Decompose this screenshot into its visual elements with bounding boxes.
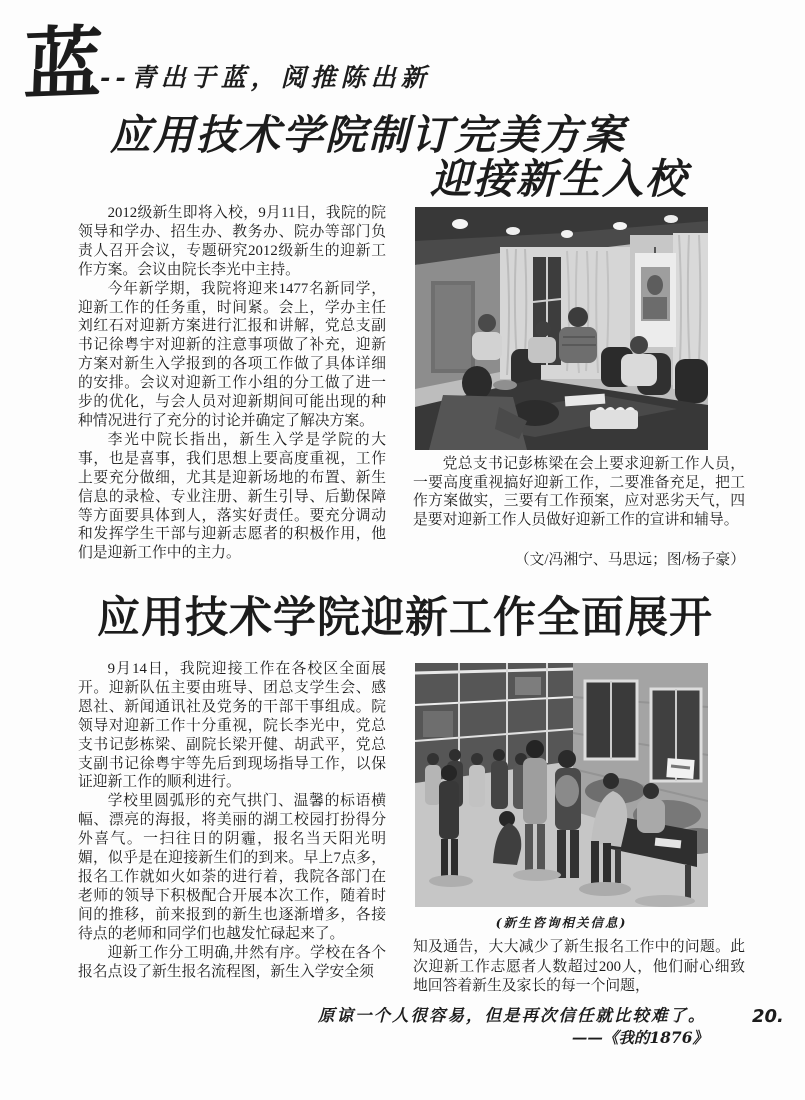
footer-quote-attribution: ——《我的1876》 [571, 1028, 708, 1047]
article1-title-line2: 迎接新生入校 [430, 155, 688, 203]
article1-paragraph: 李光中院长指出，新生入学是学院的大事，也是喜事，我们思想上要高度重视，工作上要充分做细，尤其是迎新场地的布置、新生信息的录检、专业注册、新生引导、后勤保障等方面要具体到人，落实好责任。要充分调动和发挥学生干部与迎新志愿者的积极作用，他们是迎新工作中的主力。 [78, 431, 386, 562]
masthead-tagline: --青出于蓝，阅推陈出新 [100, 63, 431, 92]
article2-continuation [413, 938, 745, 997]
photo1-caption [413, 455, 745, 529]
article1-paragraph: 2012级新生即将入校，9月11日，我院的院领导和学办、招生办、教务办、院办等部门负责人召开会议，专题研究2012级新生的迎新工作方案。会议由院长李光中主持。 [78, 205, 386, 278]
meeting-room-illustration [415, 207, 708, 450]
photo1-caption-text: 党总支书记彭栋梁在会上要求迎新工作人员，一要高度重视搞好迎新工作，二要准备充足，把工作方案做实，三要有工作预案，应对恶劣天气，四是要对迎新工作人员做好迎新工作的宣讲和辅导。 [413, 456, 745, 528]
registration-photo [415, 663, 708, 907]
article2-paragraph: 学校里圆弧形的充气拱门、温馨的标语横幅、漂亮的海报，将美丽的湖工校园打扮得分外喜气。一扫往日的阴霾，报名当天阳光明媚，似乎是在迎接新生们的到来。早上7点多，报名工作就如火如荼的进行着，我院各部门在老师的领导下积极配合开展本次工作，随着时间的推移，前来报到的新生也逐渐增多，各接待点的老师和同学们也越发忙碌起来了。 [78, 793, 386, 942]
article2-paragraph: 9月14日，我院迎接工作在各校区全面展开。迎新队伍主要由班导、团总支学生会、感恩社、新闻通讯社及党务的干部干事组成。院领导对迎新工作十分重视，院长李光中，党总支书记彭栋梁、副院长梁开健、胡武平，党总支副书记徐粤宇等先后到现场指导工作，以保证迎新工作的顺利进行。 [78, 661, 386, 791]
article2-paragraph: 迎新工作分工明确,井然有序。学校在各个报名点设了新生报名流程图，新生入学安全须 [78, 944, 386, 980]
article2-title: 应用技术学院迎新工作全面展开 [97, 593, 713, 643]
registration-illustration [415, 663, 708, 907]
article1-byline: （文/冯湘宁、马思远；图/杨子豪） [514, 552, 745, 568]
page-number: 20. [752, 1006, 784, 1027]
article2-continuation-text: 知及通告，大大减少了新生报名工作中的问题。此次迎新工作志愿者人数超过200人，他们耐心细致地回答着新生及家长的每一个问题， [413, 939, 745, 994]
article1-paragraph: 今年新学期，我院将迎来1477名新同学，迎新工作的任务重，时间紧。会上，学办主任刘红石对迎新方案进行汇报和讲解，党总支副书记徐粤宇对迎新的注意事项做了补充，迎新方案对新生入学报到的各项工作做了具体详细的安排。会议对迎新工作小组的分工做了进一步的优化，与会人员对迎新期间可能出现的种种情况进行了充分的讨论并确定了解决方案。 [78, 280, 386, 429]
photo2-caption: (新生咨询相关信息) [495, 915, 628, 930]
masthead-logo: 蓝 [22, 17, 104, 112]
footer-quote: 原谅一个人很容易，但是再次信任就比较难了。 [318, 1006, 707, 1025]
meeting-room-photo [415, 207, 708, 450]
article2-body [78, 660, 386, 981]
article1-body [78, 204, 386, 563]
article1-title-line1: 应用技术学院制订完美方案 [110, 111, 626, 159]
